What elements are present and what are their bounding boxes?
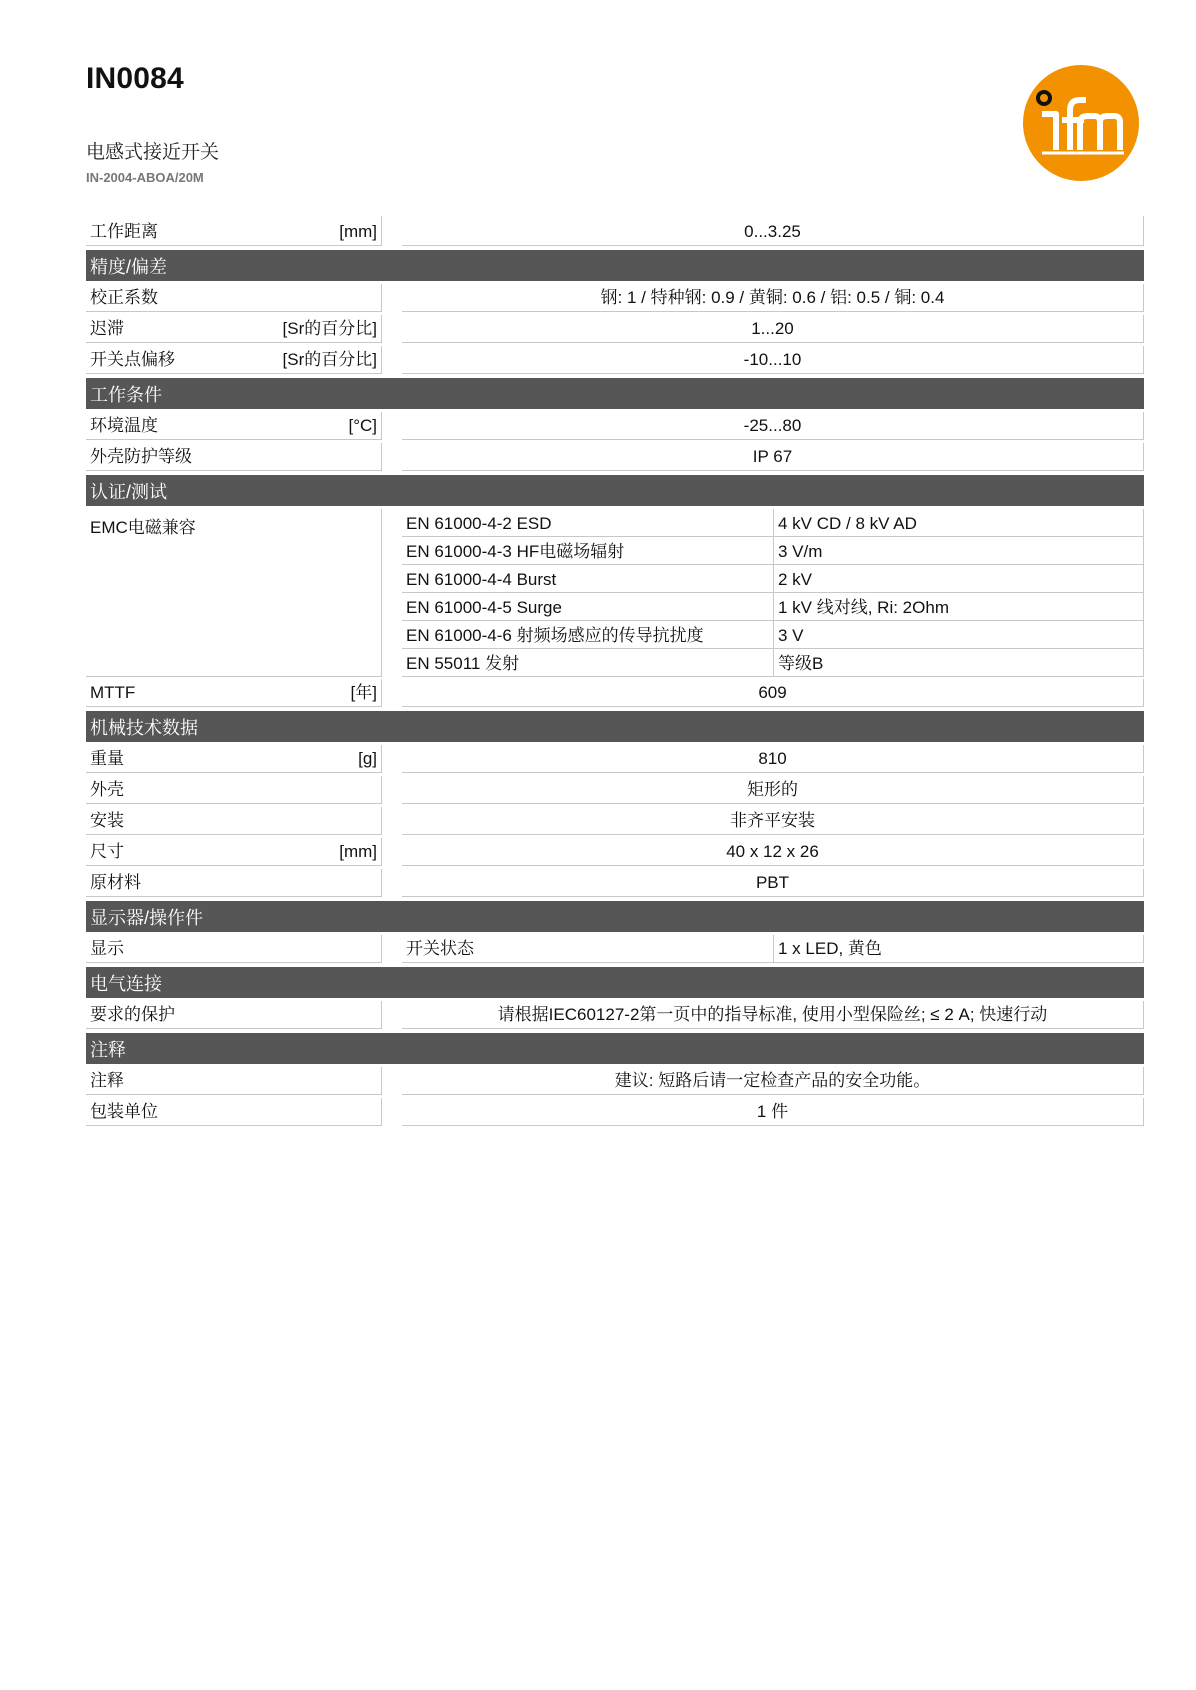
value-housing: 矩形的 (402, 776, 1144, 804)
ifm-logo (1022, 64, 1140, 182)
display-sublabel: 开关状态 (402, 935, 774, 963)
section-electrical: 电气连接 (86, 967, 1144, 998)
emc-value: 1 kV 线对线, Ri: 2Ohm (774, 593, 1144, 621)
unit-drift: [Sr的百分比] (282, 350, 377, 369)
emc-row (402, 537, 1144, 565)
label-emc: EMC电磁兼容 (86, 509, 382, 677)
row-housing (86, 776, 1144, 804)
emc-row (402, 593, 1144, 621)
unit-working-distance: [mm] (339, 222, 377, 241)
row-dimensions (86, 838, 1144, 866)
row-temperature (86, 412, 1144, 440)
emc-row (402, 565, 1144, 593)
label-hysteresis: 迟滞 (90, 319, 124, 338)
product-type: 电感式接近开关 (86, 142, 220, 163)
value-drift: -10...10 (402, 346, 1144, 374)
row-hysteresis (86, 315, 1144, 343)
value-mttf: 609 (402, 679, 1144, 707)
section-display: 显示器/操作件 (86, 901, 1144, 932)
row-protection (86, 443, 1144, 471)
value-correction: 钢: 1 / 特种钢: 0.9 / 黄铜: 0.6 / 铝: 0.5 / 铜: 0.4 (402, 284, 1144, 312)
emc-standard: EN 61000-4-6 射频场感应的传导抗扰度 (402, 621, 774, 649)
section-mechanical: 机械技术数据 (86, 711, 1144, 742)
value-fuse: 请根据IEC60127-2第一页中的指导标准, 使用小型保险丝; ≤ 2 A; 快速行动 (402, 1001, 1144, 1029)
emc-row (402, 621, 1144, 649)
product-code: IN0084 (86, 62, 184, 95)
section-accuracy: 精度/偏差 (86, 250, 1144, 281)
label-material: 原材料 (90, 873, 141, 892)
emc-row (402, 509, 1144, 537)
label-temperature: 环境温度 (90, 416, 158, 435)
label-fuse: 要求的保护 (90, 1005, 175, 1024)
label-dimensions: 尺寸 (90, 842, 124, 861)
value-material: PBT (402, 869, 1144, 897)
label-housing: 外壳 (90, 780, 124, 799)
section-tests: 认证/测试 (86, 475, 1144, 506)
value-hysteresis: 1...20 (402, 315, 1144, 343)
row-pack (86, 1098, 1144, 1126)
value-note: 建议: 短路后请一定检查产品的安全功能。 (402, 1067, 1144, 1095)
emc-standard: EN 61000-4-2 ESD (402, 509, 774, 537)
label-mounting: 安装 (90, 811, 124, 830)
emc-block (86, 509, 1144, 677)
unit-dimensions: [mm] (339, 842, 377, 861)
emc-value: 3 V (774, 621, 1144, 649)
label-display: 显示 (90, 939, 124, 958)
row-material (86, 869, 1144, 897)
unit-weight: [g] (358, 749, 377, 768)
label-weight: 重量 (90, 749, 124, 768)
label-protection: 外壳防护等级 (90, 447, 192, 466)
emc-value: 2 kV (774, 565, 1144, 593)
row-mttf (86, 679, 1144, 707)
emc-standard: EN 61000-4-4 Burst (402, 565, 774, 593)
datasheet (86, 216, 1144, 1129)
section-notes: 注释 (86, 1033, 1144, 1064)
row-note (86, 1067, 1144, 1095)
row-correction (86, 284, 1144, 312)
value-working-distance: 0...3.25 (402, 216, 1144, 246)
label-drift: 开关点偏移 (90, 350, 175, 369)
row-drift (86, 346, 1144, 374)
unit-mttf: [年] (350, 683, 377, 702)
row-working-distance (86, 216, 1144, 246)
emc-standard: EN 61000-4-3 HF电磁场辐射 (402, 537, 774, 565)
row-fuse (86, 1001, 1144, 1029)
label-mttf: MTTF (90, 683, 136, 702)
emc-standard: EN 61000-4-5 Surge (402, 593, 774, 621)
emc-list (402, 509, 1144, 677)
emc-value: 等级B (774, 649, 1144, 677)
row-weight (86, 745, 1144, 773)
value-display: 1 x LED, 黄色 (774, 935, 1144, 963)
label-pack: 包装单位 (90, 1102, 158, 1121)
section-operating: 工作条件 (86, 378, 1144, 409)
article-code: IN-2004-ABOA/20M (86, 170, 204, 185)
value-dimensions: 40 x 12 x 26 (402, 838, 1144, 866)
unit-temperature: [°C] (348, 416, 377, 435)
emc-standard: EN 55011 发射 (402, 649, 774, 677)
value-protection: IP 67 (402, 443, 1144, 471)
unit-hysteresis: [Sr的百分比] (282, 319, 377, 338)
value-weight: 810 (402, 745, 1144, 773)
emc-row (402, 649, 1144, 677)
value-pack: 1 件 (402, 1098, 1144, 1126)
label-note: 注释 (90, 1071, 124, 1090)
row-mounting (86, 807, 1144, 835)
emc-value: 4 kV CD / 8 kV AD (774, 509, 1144, 537)
label-working-distance: 工作距离 (90, 222, 158, 241)
row-display (86, 935, 1144, 963)
value-mounting: 非齐平安装 (402, 807, 1144, 835)
emc-value: 3 V/m (774, 537, 1144, 565)
value-temperature: -25...80 (402, 412, 1144, 440)
label-correction: 校正系数 (90, 288, 158, 307)
